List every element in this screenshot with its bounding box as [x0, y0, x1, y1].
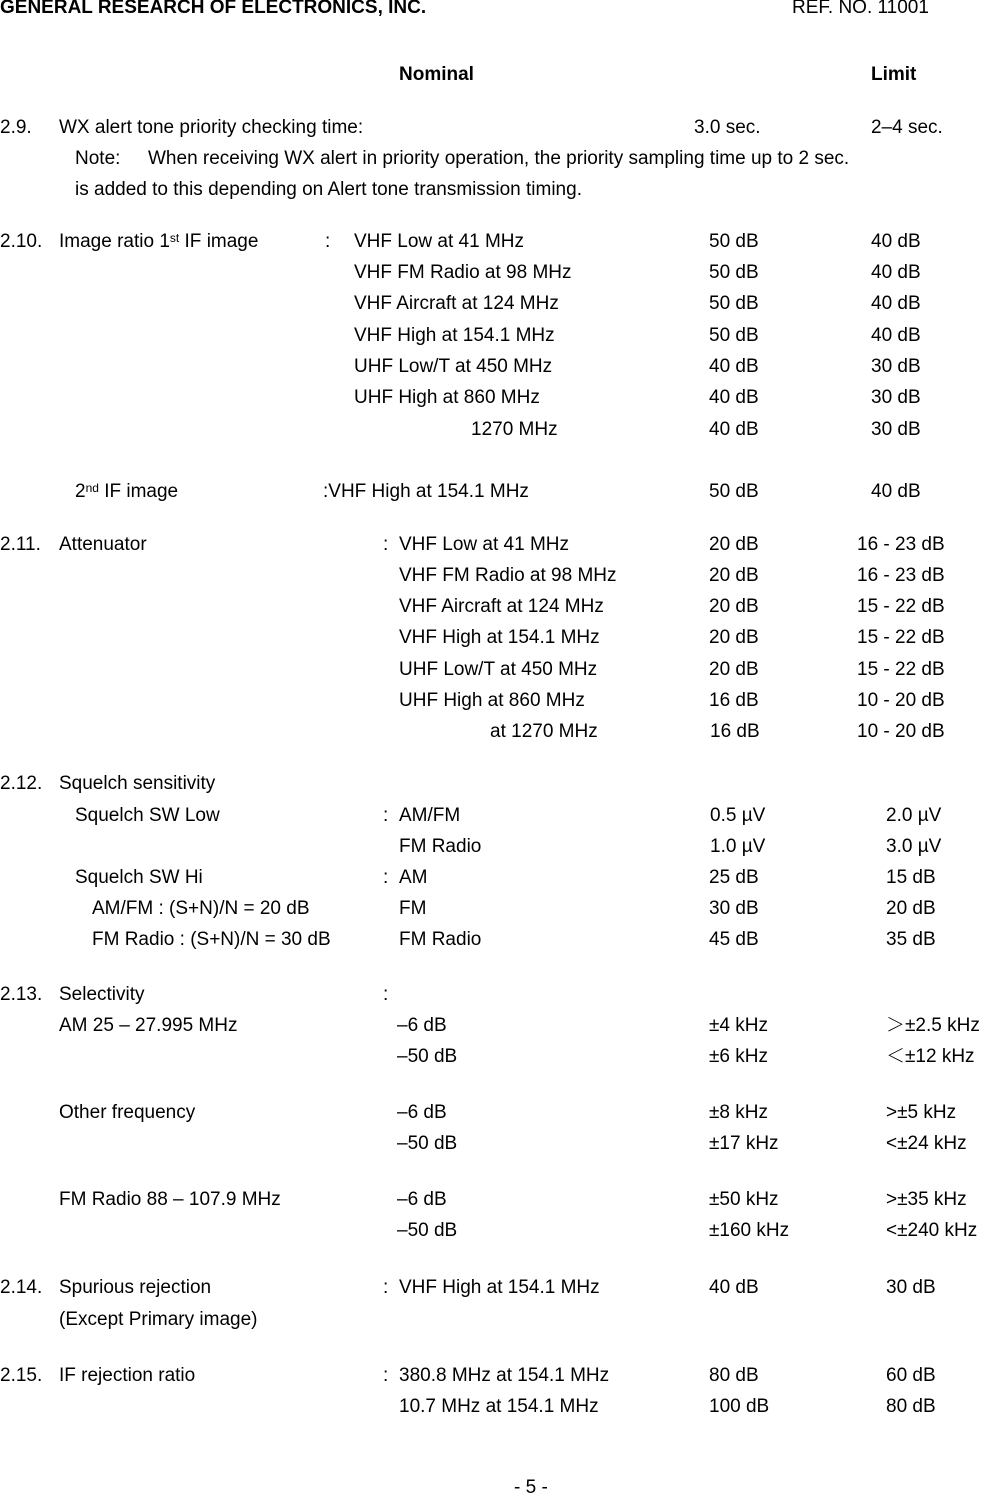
limit-value: 3.0 µV: [886, 836, 942, 857]
nominal-value: 100 dB: [709, 1396, 770, 1417]
condition: UHF Low/T at 450 MHz: [354, 356, 553, 377]
nominal-value: 25 dB: [709, 867, 759, 888]
nominal-value: ±50 kHz: [709, 1189, 779, 1210]
condition: VHF FM Radio at 98 MHz: [354, 262, 572, 283]
company-name: GENERAL RESEARCH OF ELECTRONICS, INC.: [0, 0, 427, 18]
nominal-value: 16 dB: [709, 690, 759, 711]
nominal-column-header: Nominal: [399, 64, 474, 85]
limit-value: 10 - 20 dB: [857, 721, 945, 742]
section-title: Selectivity: [59, 984, 145, 1005]
section-number: 2.12.: [0, 773, 43, 794]
section-title: IF rejection ratio: [59, 1365, 196, 1386]
limit-value: 15 - 22 dB: [857, 659, 945, 680]
limit-value: 16 - 23 dB: [857, 534, 945, 555]
group-label: FM Radio 88 – 107.9 MHz: [59, 1189, 281, 1210]
limit-value: 40 dB: [871, 481, 921, 502]
limit-value: 40 dB: [871, 262, 921, 283]
limit-value: 40 dB: [871, 325, 921, 346]
page-number: - 5 -: [514, 1477, 548, 1498]
limit-value: 30 dB: [871, 356, 921, 377]
note-text: When receiving WX alert in priority operation, the priority sampling time up to 2 sec.: [148, 148, 850, 169]
condition: –6 dB: [397, 1102, 447, 1123]
condition: –6 dB: [397, 1015, 447, 1036]
nominal-value: 40 dB: [709, 1277, 759, 1298]
limit-value: 2.0 µV: [886, 805, 942, 826]
subsection-title: 2nd IF image: [75, 481, 179, 502]
limit-value: 16 - 23 dB: [857, 565, 945, 586]
condition: VHF FM Radio at 98 MHz: [399, 565, 617, 586]
condition-label: FM Radio : (S+N)/N = 30 dB: [92, 929, 331, 950]
nominal-value: 0.5 µV: [710, 805, 766, 826]
nominal-value: 50 dB: [709, 481, 759, 502]
condition: VHF High at 154.1 MHz: [399, 627, 600, 648]
nominal-value: 40 dB: [709, 387, 759, 408]
limit-value: >±5 kHz: [886, 1102, 957, 1123]
nominal-value: ±8 kHz: [709, 1102, 768, 1123]
limit-value: 15 - 22 dB: [857, 596, 945, 617]
note-text: is added to this depending on Alert tone transmission timing.: [75, 179, 582, 200]
limit-value: <±240 kHz: [886, 1220, 978, 1241]
nominal-value: 20 dB: [709, 627, 759, 648]
note-label: Note:: [75, 148, 121, 169]
limit-value: 20 dB: [886, 898, 936, 919]
condition: AM: [399, 867, 428, 888]
limit-value: 15 dB: [886, 867, 936, 888]
colon: :: [383, 984, 389, 1005]
limit-value: 40 dB: [871, 293, 921, 314]
condition: AM/FM: [399, 805, 461, 826]
section-title: WX alert tone priority checking time:: [59, 117, 364, 138]
nominal-value: ±160 kHz: [709, 1220, 790, 1241]
nominal-value: 80 dB: [709, 1365, 759, 1386]
condition: UHF High at 860 MHz: [399, 690, 585, 711]
limit-value: 30 dB: [871, 419, 921, 440]
condition: FM Radio: [399, 836, 482, 857]
colon: :: [383, 534, 389, 555]
condition: 10.7 MHz at 154.1 MHz: [399, 1396, 599, 1417]
limit-value: 10 - 20 dB: [857, 690, 945, 711]
section-title: Image ratio 1st IF image: [59, 231, 259, 252]
squelch-hi-label: Squelch SW Hi: [75, 867, 203, 888]
nominal-value: 20 dB: [709, 596, 759, 617]
limit-column-header: Limit: [871, 64, 917, 85]
colon: :: [383, 805, 389, 826]
condition: 1270 MHz: [471, 419, 558, 440]
section-number: 2.15.: [0, 1365, 43, 1386]
condition: VHF Aircraft at 124 MHz: [399, 596, 604, 617]
condition: VHF Aircraft at 124 MHz: [354, 293, 559, 314]
condition: :VHF High at 154.1 MHz: [323, 481, 529, 502]
nominal-value: ±17 kHz: [709, 1133, 779, 1154]
group-label: Other frequency: [59, 1102, 196, 1123]
condition: VHF Low at 41 MHz: [399, 534, 569, 555]
nominal-value: 50 dB: [709, 262, 759, 283]
condition: VHF High at 154.1 MHz: [354, 325, 555, 346]
squelch-low-label: Squelch SW Low: [75, 805, 220, 826]
condition: –50 dB: [397, 1220, 458, 1241]
nominal-value: 50 dB: [709, 231, 759, 252]
nominal-value: 1.0 µV: [710, 836, 766, 857]
limit-value: 30 dB: [871, 387, 921, 408]
condition: at 1270 MHz: [490, 721, 598, 742]
nominal-value: 45 dB: [709, 929, 759, 950]
condition: VHF Low at 41 MHz: [354, 231, 524, 252]
limit-value: 30 dB: [886, 1277, 936, 1298]
colon: :: [325, 231, 331, 252]
condition: VHF High at 154.1 MHz: [399, 1277, 600, 1298]
limit-value: 80 dB: [886, 1396, 936, 1417]
colon: :: [383, 1365, 389, 1386]
condition: –50 dB: [397, 1133, 458, 1154]
condition: –6 dB: [397, 1189, 447, 1210]
nominal-value: 30 dB: [709, 898, 759, 919]
colon: :: [383, 1277, 389, 1298]
nominal-value: 20 dB: [709, 534, 759, 555]
limit-value: 35 dB: [886, 929, 936, 950]
condition: FM Radio: [399, 929, 482, 950]
group-label: AM 25 – 27.995 MHz: [59, 1015, 238, 1036]
section-number: 2.13.: [0, 984, 43, 1005]
condition: UHF Low/T at 450 MHz: [399, 659, 598, 680]
section-number: 2.14.: [0, 1277, 43, 1298]
condition: UHF High at 860 MHz: [354, 387, 540, 408]
colon: :: [383, 867, 389, 888]
section-title: Squelch sensitivity: [59, 773, 216, 794]
limit-value: >±35 kHz: [886, 1189, 967, 1210]
limit-value: 15 - 22 dB: [857, 627, 945, 648]
nominal-value: ±6 kHz: [709, 1046, 768, 1067]
limit-value: 60 dB: [886, 1365, 936, 1386]
section-number: 2.9.: [0, 117, 32, 138]
section-subtitle: (Except Primary image): [59, 1309, 258, 1330]
nominal-value: 50 dB: [709, 325, 759, 346]
section-number: 2.11.: [0, 534, 41, 555]
condition: FM: [399, 898, 427, 919]
ref-number: REF. NO. 11001: [792, 0, 929, 18]
section-title: Attenuator: [59, 534, 147, 555]
nominal-value: 40 dB: [709, 419, 759, 440]
limit-value: 40 dB: [871, 231, 921, 252]
nominal-value: 50 dB: [709, 293, 759, 314]
limit-value: <±24 kHz: [886, 1133, 967, 1154]
nominal-value: 16 dB: [710, 721, 760, 742]
condition: 380.8 MHz at 154.1 MHz: [399, 1365, 610, 1386]
condition-label: AM/FM : (S+N)/N = 20 dB: [92, 898, 310, 919]
nominal-value: ±4 kHz: [709, 1015, 768, 1036]
nominal-value: 20 dB: [709, 659, 759, 680]
condition: –50 dB: [397, 1046, 458, 1067]
limit-value: ＜±12 kHz: [886, 1046, 975, 1067]
nominal-value: 20 dB: [709, 565, 759, 586]
section-number: 2.10.: [0, 231, 43, 252]
limit-value: ＞±2.5 kHz: [886, 1015, 980, 1036]
nominal-value: 3.0 sec.: [694, 117, 761, 138]
limit-value: 2–4 sec.: [871, 117, 943, 138]
nominal-value: 40 dB: [709, 356, 759, 377]
section-title: Spurious rejection: [59, 1277, 212, 1298]
